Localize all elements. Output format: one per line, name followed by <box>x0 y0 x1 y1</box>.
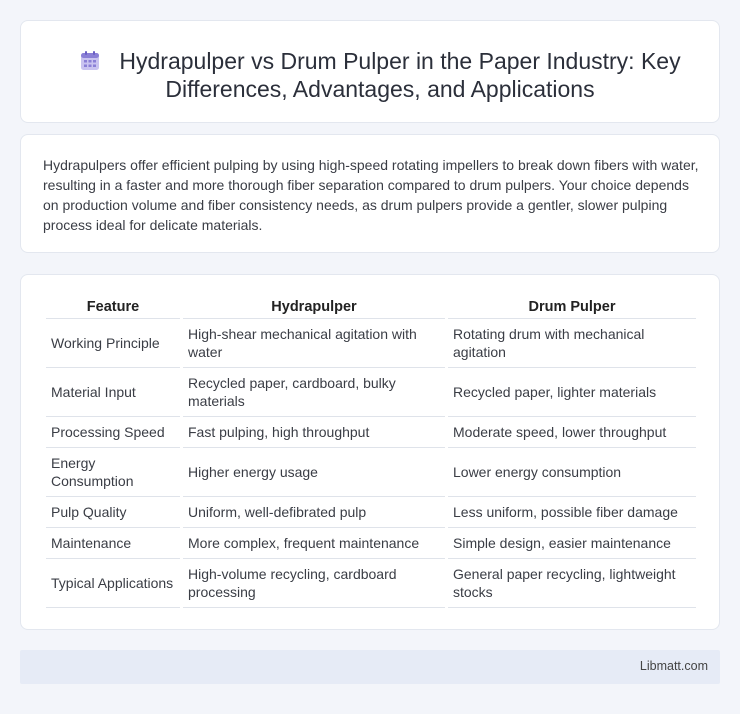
table-header-row <box>46 295 696 319</box>
footer-bar <box>20 650 720 684</box>
table-card <box>20 274 720 630</box>
header-hydrapulper: Hydrapulper <box>183 295 445 319</box>
feature-cell: Maintenance <box>46 528 180 559</box>
drum-pulper-cell: General paper recycling, lightweight stocks <box>448 559 696 608</box>
feature-cell: Typical Applications <box>46 559 180 608</box>
drum-pulper-cell: Recycled paper, lighter materials <box>448 368 696 417</box>
table-row <box>46 497 696 528</box>
intro-card <box>20 134 720 253</box>
table-row <box>46 417 696 448</box>
comparison-table <box>43 295 699 608</box>
feature-cell: Material Input <box>46 368 180 417</box>
feature-cell: Processing Speed <box>46 417 180 448</box>
hydrapulper-cell: More complex, frequent maintenance <box>183 528 445 559</box>
table-row <box>46 448 696 497</box>
hydrapulper-cell: High-volume recycling, cardboard processing <box>183 559 445 608</box>
hydrapulper-cell: Recycled paper, cardboard, bulky materials <box>183 368 445 417</box>
feature-cell: Pulp Quality <box>46 497 180 528</box>
feature-cell: Working Principle <box>46 319 180 368</box>
table-row <box>46 368 696 417</box>
header-drum-pulper: Drum Pulper <box>448 295 696 319</box>
drum-pulper-cell: Less uniform, possible fiber damage <box>448 497 696 528</box>
footer-brand-link[interactable]: Libmatt.com <box>639 659 708 673</box>
hydrapulper-cell: Uniform, well-defibrated pulp <box>183 497 445 528</box>
hydrapulper-cell: Fast pulping, high throughput <box>183 417 445 448</box>
hydrapulper-cell: High-shear mechanical agitation with water <box>183 319 445 368</box>
drum-pulper-cell: Moderate speed, lower throughput <box>448 417 696 448</box>
intro-paragraph: Hydrapulpers offer efficient pulping by using high-speed rotating impellers to break down fibers with water, resulting in a faster and more thorough fiber separation compared to drum pulpers. Your choice depends on production volume and fiber consistency needs, as drum pulpers provide a gentler, slower pulping process ideal for delicate materials. <box>43 157 699 233</box>
calendar-icon <box>79 50 101 72</box>
header-feature: Feature <box>46 295 180 319</box>
page-title-text: Hydrapulper vs Drum Pulper in the Paper Industry: Key Differences, Advantages, and Applications <box>119 48 681 102</box>
drum-pulper-cell: Simple design, easier maintenance <box>448 528 696 559</box>
table-row <box>46 319 696 368</box>
title-card <box>20 20 720 123</box>
hydrapulper-cell: Higher energy usage <box>183 448 445 497</box>
drum-pulper-cell: Lower energy consumption <box>448 448 696 497</box>
table-row <box>46 559 696 608</box>
table-row <box>46 528 696 559</box>
page-title <box>61 47 699 103</box>
title-wrap <box>61 47 699 103</box>
feature-cell: Energy Consumption <box>46 448 180 497</box>
drum-pulper-cell: Rotating drum with mechanical agitation <box>448 319 696 368</box>
